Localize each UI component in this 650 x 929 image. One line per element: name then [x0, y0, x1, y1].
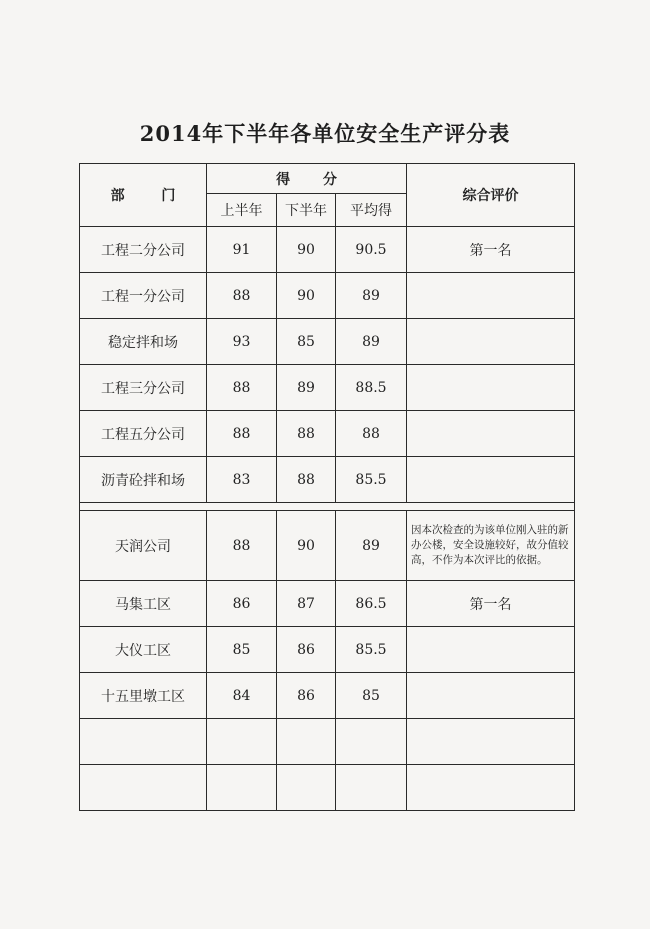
second-half-cell: 85 [277, 319, 336, 365]
table-row [80, 673, 575, 719]
second-half-cell: 90 [277, 273, 336, 319]
evaluation-cell [407, 365, 575, 411]
first-half-cell [207, 719, 277, 765]
second-half-cell: 86 [277, 627, 336, 673]
header-second-half: 下半年 [277, 194, 336, 227]
evaluation-cell [407, 411, 575, 457]
evaluation-cell [407, 319, 575, 365]
header-average: 平均得 [336, 194, 407, 227]
dept-cell [80, 765, 207, 811]
dept-cell: 马集工区 [80, 581, 207, 627]
dept-cell: 工程五分公司 [80, 411, 207, 457]
evaluation-cell [407, 273, 575, 319]
dept-cell: 工程一分公司 [80, 273, 207, 319]
dept-cell: 大仪工区 [80, 627, 207, 673]
average-cell: 89 [336, 511, 407, 581]
evaluation-cell: 第一名 [407, 581, 575, 627]
average-cell [336, 719, 407, 765]
dept-cell: 十五里墩工区 [80, 673, 207, 719]
second-half-cell: 90 [277, 227, 336, 273]
evaluation-cell [407, 627, 575, 673]
table-row [80, 765, 575, 811]
table-row [80, 411, 575, 457]
first-half-cell [207, 765, 277, 811]
second-half-cell [277, 765, 336, 811]
table-row [80, 227, 575, 273]
dept-cell: 工程三分公司 [80, 365, 207, 411]
dept-cell: 沥青砼拌和场 [80, 457, 207, 503]
table-row [80, 365, 575, 411]
average-cell: 89 [336, 319, 407, 365]
dept-cell: 工程二分公司 [80, 227, 207, 273]
first-half-cell: 85 [207, 627, 277, 673]
average-cell: 90.5 [336, 227, 407, 273]
table-row [80, 581, 575, 627]
table-row [80, 457, 575, 503]
section-separator [80, 503, 575, 511]
header-department: 部 门 [80, 164, 207, 227]
table-row [80, 511, 575, 581]
average-cell: 86.5 [336, 581, 407, 627]
average-cell: 88 [336, 411, 407, 457]
first-half-cell: 88 [207, 411, 277, 457]
dept-cell: 天润公司 [80, 511, 207, 581]
score-table [79, 163, 575, 811]
page-title: 2014年下半年各单位安全生产评分表 [139, 121, 511, 146]
dept-cell: 稳定拌和场 [80, 319, 207, 365]
average-cell: 89 [336, 273, 407, 319]
table-row [80, 719, 575, 765]
average-cell: 85.5 [336, 457, 407, 503]
second-half-cell: 87 [277, 581, 336, 627]
second-half-cell: 89 [277, 365, 336, 411]
evaluation-cell [407, 457, 575, 503]
second-half-cell [277, 719, 336, 765]
evaluation-cell [407, 719, 575, 765]
average-cell [336, 765, 407, 811]
second-half-cell: 88 [277, 457, 336, 503]
evaluation-cell [407, 673, 575, 719]
second-half-cell: 86 [277, 673, 336, 719]
first-half-cell: 88 [207, 273, 277, 319]
table-row [80, 319, 575, 365]
average-cell: 85.5 [336, 627, 407, 673]
average-cell: 85 [336, 673, 407, 719]
second-half-cell: 88 [277, 411, 336, 457]
first-half-cell: 88 [207, 365, 277, 411]
second-half-cell: 90 [277, 511, 336, 581]
header-evaluation: 综合评价 [407, 164, 575, 227]
header-row [80, 164, 575, 194]
dept-cell [80, 719, 207, 765]
average-cell: 88.5 [336, 365, 407, 411]
evaluation-note: 因本次检查的为该单位刚入驻的新办公楼，安全设施较好，故分值较高，不作为本次评比的依据。 [407, 511, 575, 581]
header-score: 得 分 [207, 164, 407, 194]
table-row [80, 273, 575, 319]
first-half-cell: 84 [207, 673, 277, 719]
first-half-cell: 88 [207, 511, 277, 581]
evaluation-cell [407, 765, 575, 811]
first-half-cell: 86 [207, 581, 277, 627]
first-half-cell: 93 [207, 319, 277, 365]
header-first-half: 上半年 [207, 194, 277, 227]
evaluation-cell: 第一名 [407, 227, 575, 273]
first-half-cell: 91 [207, 227, 277, 273]
table-row [80, 627, 575, 673]
first-half-cell: 83 [207, 457, 277, 503]
